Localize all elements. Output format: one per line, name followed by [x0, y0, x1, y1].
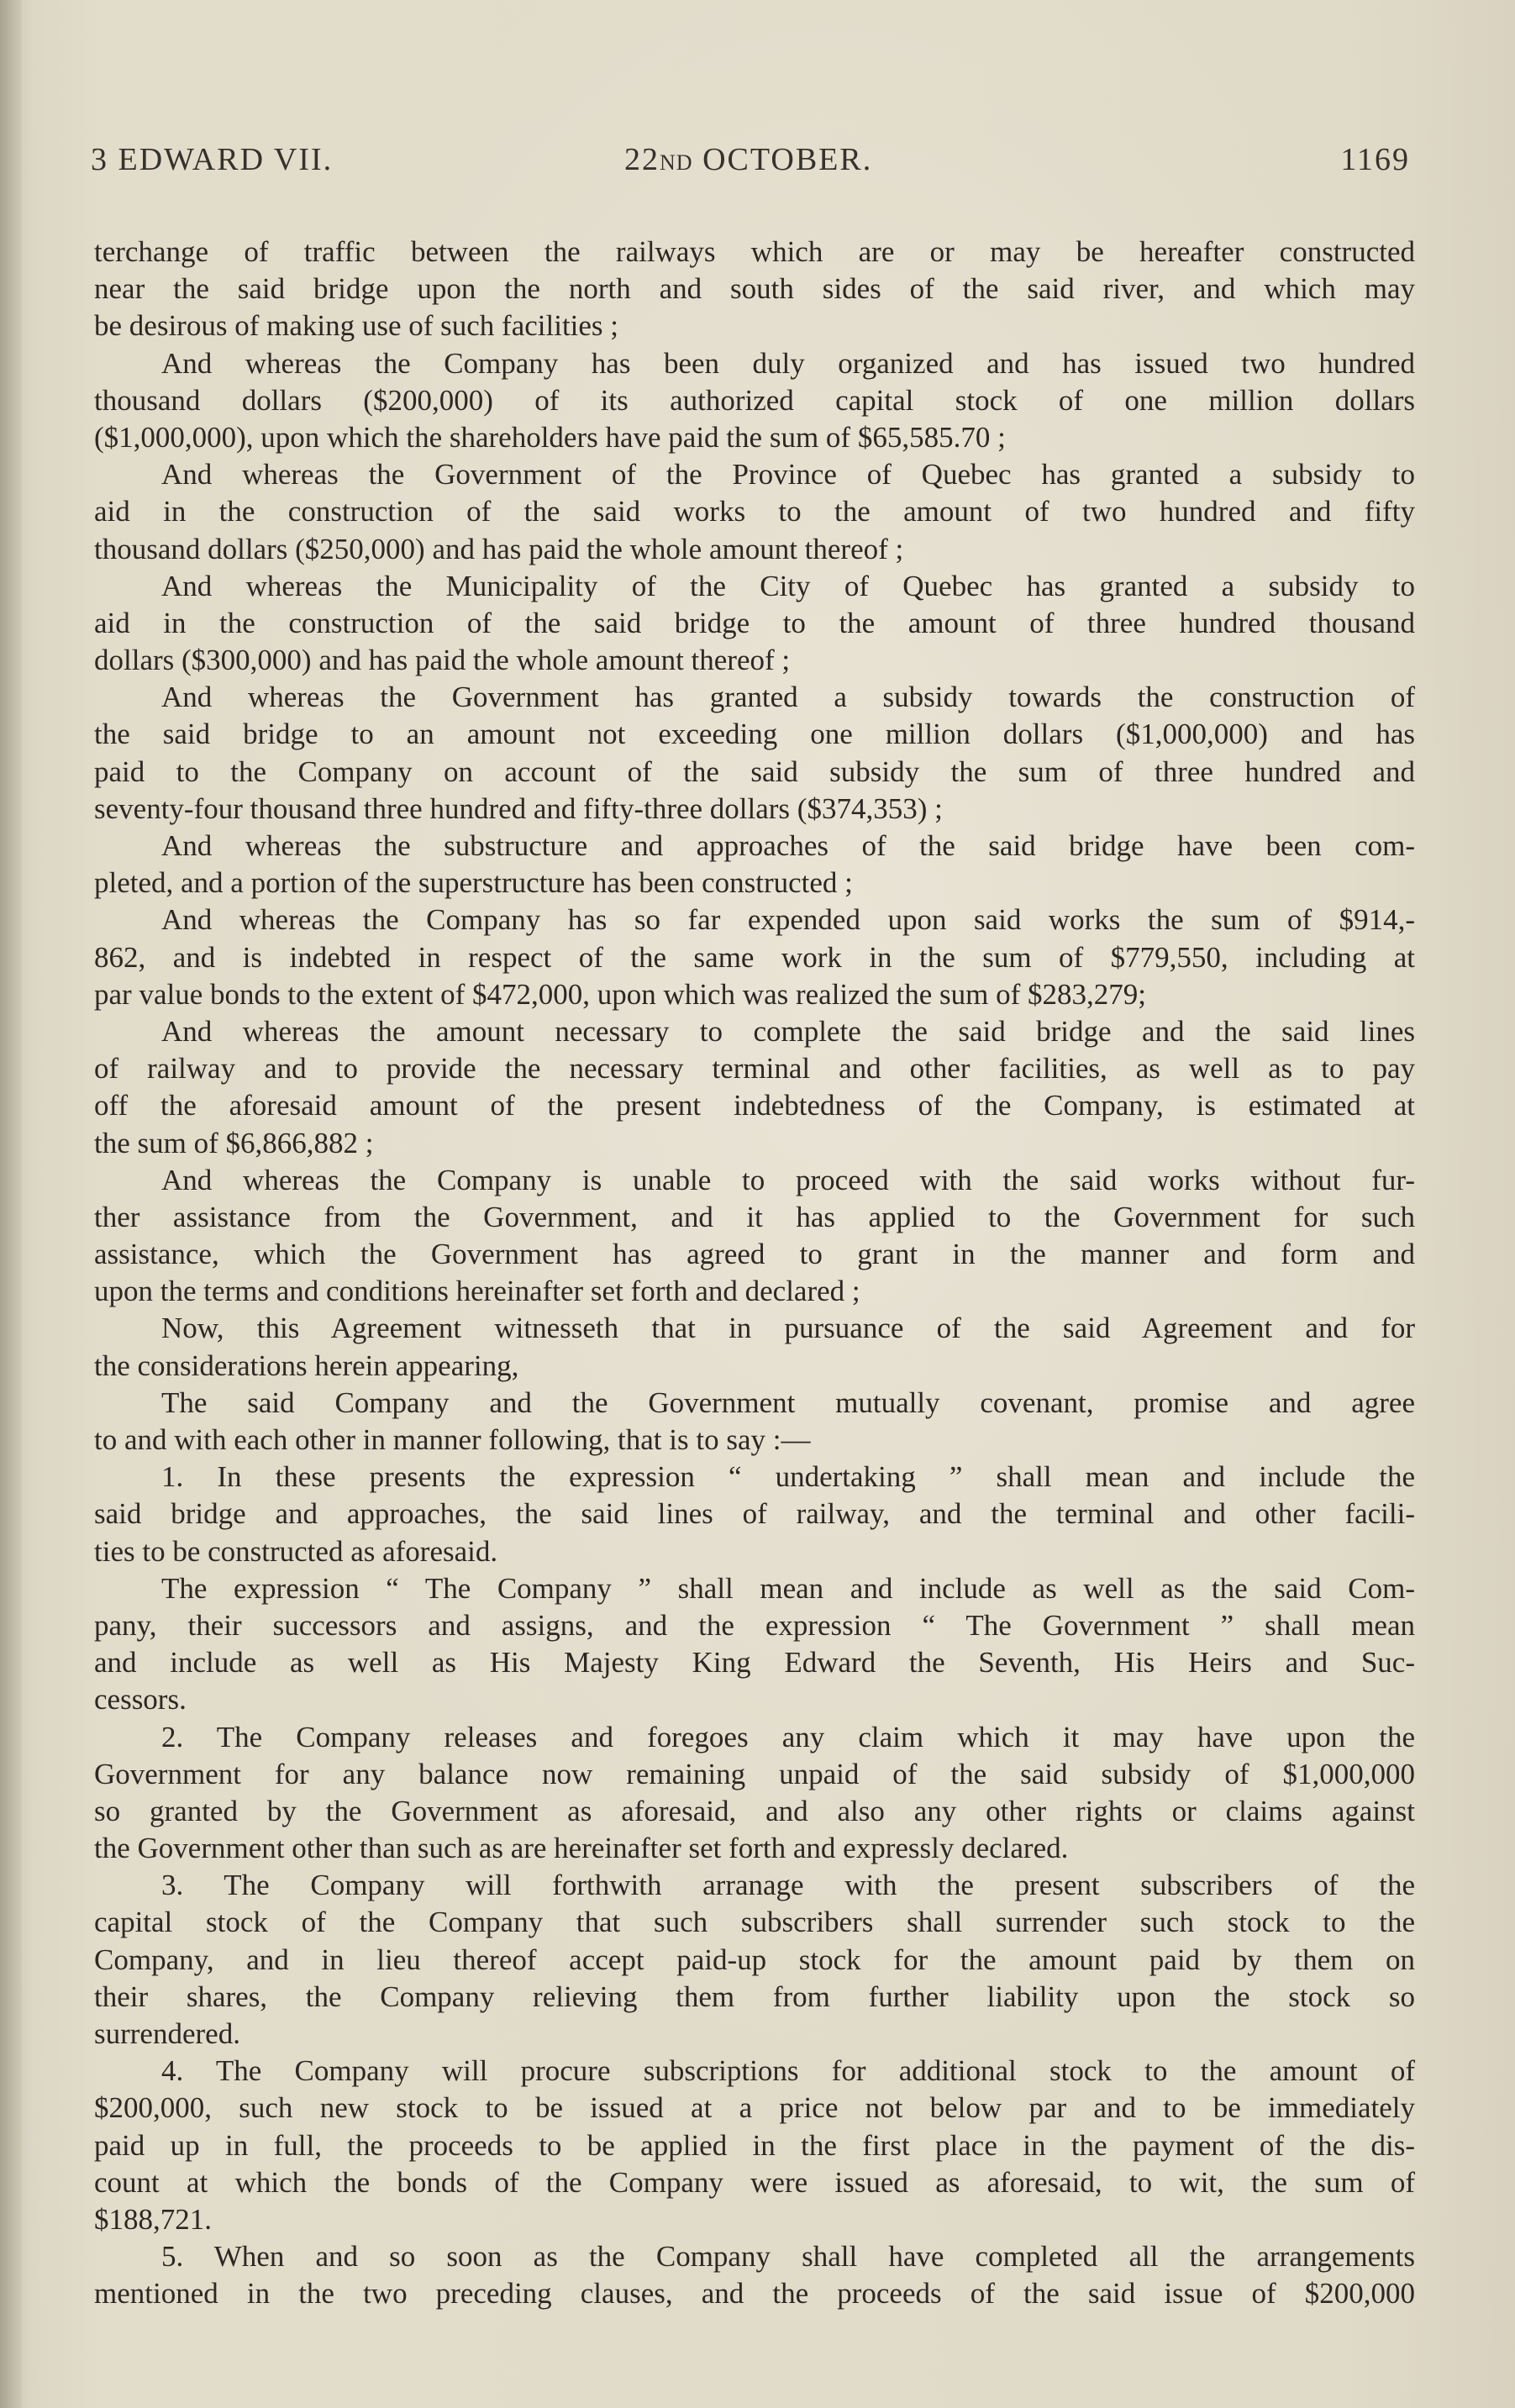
- header-date: [624, 141, 872, 178]
- text-line: 4. The Company will procure subscriptions for additional stock to the amount of: [161, 2054, 1415, 2088]
- text-line: And whereas the Company has been duly organized and has issued two hundred: [161, 346, 1415, 380]
- text-line: pleted, and a portion of the superstructure has been constructed ;: [94, 866, 853, 900]
- text-line: Now, this Agreement witnesseth that in pursuance of the said Agreement and for: [161, 1312, 1415, 1345]
- text-line: And whereas the Government of the Province of Quebec has granted a subsidy to: [161, 458, 1415, 492]
- text-line: 862, and is indebted in respect of the same work in the sum of $779,550, including at: [94, 940, 1415, 974]
- text-line: to and with each other in manner following, that is to say :—: [94, 1423, 811, 1456]
- text-line: And whereas the substructure and approaches of the said bridge have been com-: [161, 829, 1415, 862]
- text-line: count at which the bonds of the Company were issued as aforesaid, to wit, the sum of: [94, 2165, 1415, 2199]
- text-line: thousand dollars ($200,000) of its authorized capital stock of one million dollars: [94, 383, 1415, 417]
- text-line: paid up in full, the proceeds to be applied in the first place in the payment of the dis-: [94, 2128, 1415, 2162]
- text-line: assistance, which the Government has agreed to grant in the manner and form and: [94, 1238, 1415, 1271]
- header-regnal-year: 3 EDWARD VII.: [91, 142, 334, 177]
- text-line: And whereas the Company is unable to proceed with the said works without fur-: [161, 1163, 1415, 1196]
- text-line: seventy-four thousand three hundred and fifty-three dollars ($374,353) ;: [94, 791, 943, 825]
- text-line: surrendered.: [94, 2017, 240, 2050]
- text-line: The expression “ The Company ” shall mean and include as well as the said Com-: [161, 1571, 1415, 1605]
- text-line: dollars ($300,000) and has paid the whole amount thereof ;: [94, 644, 791, 677]
- text-line: mentioned in the two preceding clauses, and the proceeds of the said issue of $200,000: [94, 2277, 1415, 2311]
- binding-edge: [0, 0, 22, 2408]
- text-line: aid in the construction of the said bridge to the amount of three hundred thousand: [94, 606, 1415, 639]
- text-line: Company, and in lieu thereof accept paid-up stock for the amount paid by them on: [94, 1943, 1415, 1976]
- document-body: [94, 234, 1415, 2313]
- text-line: 2. The Company releases and foregoes any claim which it may have upon the: [161, 1720, 1415, 1753]
- text-line: cessors.: [94, 1683, 187, 1717]
- text-line: of railway and to provide the necessary terminal and other facilities, as well as to pay: [94, 1052, 1415, 1086]
- text-line: near the said bridge upon the north and south sides of the said river, and which may: [94, 272, 1415, 306]
- text-line: par value bonds to the extent of $472,000, upon which was realized the sum of $283,279;: [94, 977, 1146, 1011]
- text-line: said bridge and approaches, the said lines of railway, and the terminal and other facili-: [94, 1497, 1415, 1531]
- text-line: capital stock of the Company that such subscribers shall surrender such stock to the: [94, 1906, 1415, 1939]
- header-month: OCTOBER.: [702, 142, 873, 177]
- text-line: terchange of traffic between the railways which are or may be hereafter constructed: [94, 235, 1415, 268]
- text-line: ties to be constructed as aforesaid.: [94, 1534, 498, 1568]
- text-line: their shares, the Company relieving them from further liability upon the stock so: [94, 1980, 1415, 2013]
- text-line: thousand dollars ($250,000) and has paid the whole amount thereof ;: [94, 532, 904, 565]
- text-line: Government for any balance now remaining unpaid of the said subsidy of $1,000,000: [94, 1757, 1415, 1790]
- header-day-suffix: ND: [660, 150, 693, 175]
- text-line: and include as well as His Majesty King Edward the Seventh, His Heirs and Suc-: [94, 1646, 1415, 1680]
- header-day: 22: [624, 142, 660, 177]
- text-line: paid to the Company on account of the said subsidy the sum of three hundred and: [94, 754, 1415, 788]
- text-line: pany, their successors and assigns, and the expression “ The Government ” shall mean: [94, 1608, 1415, 1642]
- text-line: so granted by the Government as aforesaid, and also any other rights or claims against: [94, 1794, 1415, 1827]
- text-line: aid in the construction of the said works to the amount of two hundred and fifty: [94, 495, 1415, 528]
- text-line: 5. When and so soon as the Company shall have completed all the arrangements: [161, 2240, 1415, 2274]
- text-line: 1. In these presents the expression “ undertaking ” shall mean and include the: [161, 1460, 1415, 1494]
- text-line: And whereas the amount necessary to complete the said bridge and the said lines: [161, 1014, 1415, 1048]
- text-line: And whereas the Company has so far expended upon said works the sum of $914,-: [161, 903, 1415, 937]
- text-line: the Government other than such as are hereinafter set forth and expressly declared.: [94, 1832, 1069, 1865]
- running-header: [91, 141, 1410, 192]
- text-line: The said Company and the Government mutually covenant, promise and agree: [161, 1385, 1415, 1419]
- text-line: $200,000, such new stock to be issued at a price not below par and to be immediately: [94, 2091, 1415, 2125]
- text-line: And whereas the Government has granted a subsidy towards the construction of: [161, 681, 1415, 714]
- text-line: the sum of $6,866,882 ;: [94, 1126, 374, 1159]
- text-line: $188,721.: [94, 2202, 212, 2236]
- page-number: 1169: [1340, 142, 1410, 177]
- text-line: ($1,000,000), upon which the shareholders have paid the sum of $65,585.70 ;: [94, 420, 1006, 454]
- text-line: be desirous of making use of such facilities ;: [94, 309, 619, 343]
- text-line: off the aforesaid amount of the present indebtedness of the Company, is estimated at: [94, 1089, 1415, 1123]
- text-line: the considerations herein appearing,: [94, 1349, 519, 1382]
- text-line: the said bridge to an amount not exceeding one million dollars ($1,000,000) and has: [94, 718, 1415, 751]
- text-line: 3. The Company will forthwith arranage with the present subscribers of the: [161, 1869, 1415, 1902]
- text-line: And whereas the Municipality of the City of Quebec has granted a subsidy to: [161, 569, 1415, 602]
- text-line: ther assistance from the Government, and it has applied to the Government for such: [94, 1200, 1415, 1233]
- text-line: upon the terms and conditions hereinafter set forth and declared ;: [94, 1275, 860, 1308]
